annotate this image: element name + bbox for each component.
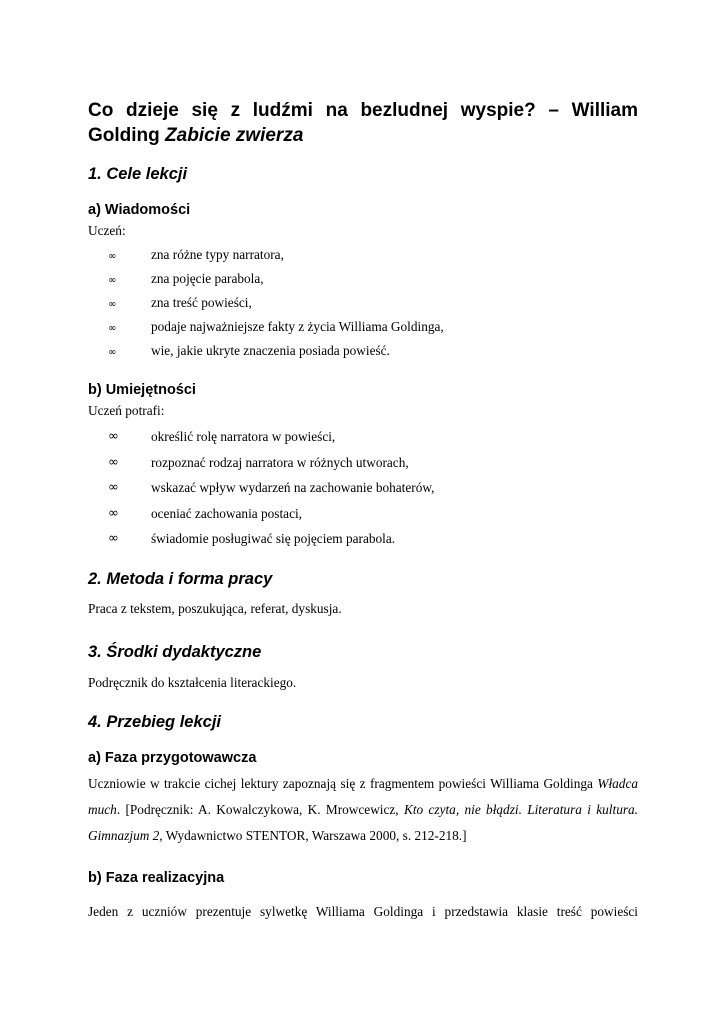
heading-method: 2. Metoda i forma pracy	[88, 570, 273, 588]
knowledge-intro: Uczeń:	[88, 223, 126, 238]
textbook-title: Kto czyta, nie błądzi. Literatura i kultura. Gimnazjum 2,	[88, 802, 638, 843]
list-item: ∞ zna pojęcie parabola,	[88, 270, 588, 294]
infinity-bullet-icon: ∞	[108, 347, 117, 358]
realization-paragraph: Jeden z uczniów prezentuje sylwetkę Williama Goldinga i przedstawia klasie treść powieści	[88, 904, 638, 919]
infinity-bullet-icon: ∞	[108, 323, 117, 334]
infinity-bullet-icon: ∞	[108, 505, 119, 521]
book-title: Władca much	[88, 776, 638, 817]
list-item: ∞ oceniać zachowania postaci,	[108, 505, 302, 521]
infinity-bullet-icon: ∞	[108, 429, 119, 444]
list-item: ∞ wie, jakie ukryte znaczenia posiada powieść.	[88, 342, 588, 366]
title-main: Co dzieje się z ludźmi na bezludnej wyspie? – William Golding	[88, 100, 638, 146]
heading-knowledge: a) Wiadomości	[88, 202, 191, 218]
preparation-paragraph: Uczniowie w trakcie cichej lektury zapoznają się z fragmentem powieści Williama Goldinga Władca much. [Podręcznik: A. Kowalczykowa, K. Mrowcewicz, Kto czyta, nie błądzi. Literatura i kultura. Gimnazjum 2, Wydawnictwo STENTOR, Warszawa 2000, s. 212-218.]	[88, 776, 638, 843]
infinity-bullet-icon: ∞	[108, 480, 119, 496]
skills-intro: Uczeń potrafi:	[88, 403, 165, 418]
list-item: ∞ wskazać wpływ wydarzeń na zachowanie bohaterów,	[108, 480, 435, 496]
list-item: ∞ podaje najważniejsze fakty z życia Williama Goldinga,	[88, 318, 588, 342]
heading-lesson-goals: 1. Cele lekcji	[88, 165, 188, 183]
list-item: ∞ świadomie posługiwać się pojęciem parabola.	[108, 531, 396, 547]
infinity-bullet-icon: ∞	[108, 299, 117, 310]
knowledge-list	[88, 246, 588, 366]
heading-didactic-means: 3. Środki dydaktyczne	[88, 643, 262, 661]
infinity-bullet-icon: ∞	[108, 531, 119, 547]
infinity-bullet-icon: ∞	[108, 454, 119, 470]
heading-realization-phase: b) Faza realizacyjna	[88, 870, 225, 886]
list-item: ∞ rozpoznać rodzaj narratora w różnych utworach,	[108, 454, 409, 470]
list-item: ∞ zna treść powieści,	[88, 294, 588, 318]
skills-list	[88, 428, 588, 556]
heading-preparation-phase: a) Faza przygotowawcza	[88, 750, 257, 766]
document-title	[88, 98, 638, 148]
infinity-bullet-icon: ∞	[108, 251, 117, 262]
list-item: ∞ zna różne typy narratora,	[88, 246, 588, 270]
didactic-means-text: Podręcznik do kształcenia literackiego.	[88, 675, 297, 690]
infinity-bullet-icon: ∞	[108, 275, 117, 286]
title-italic: Zabicie zwierza	[165, 125, 304, 146]
heading-lesson-course: 4. Przebieg lekcji	[88, 713, 221, 731]
list-item: ∞ określić rolę narratora w powieści,	[108, 429, 336, 444]
method-text: Praca z tekstem, poszukująca, referat, dyskusja.	[88, 601, 342, 616]
heading-skills: b) Umiejętności	[88, 382, 196, 398]
